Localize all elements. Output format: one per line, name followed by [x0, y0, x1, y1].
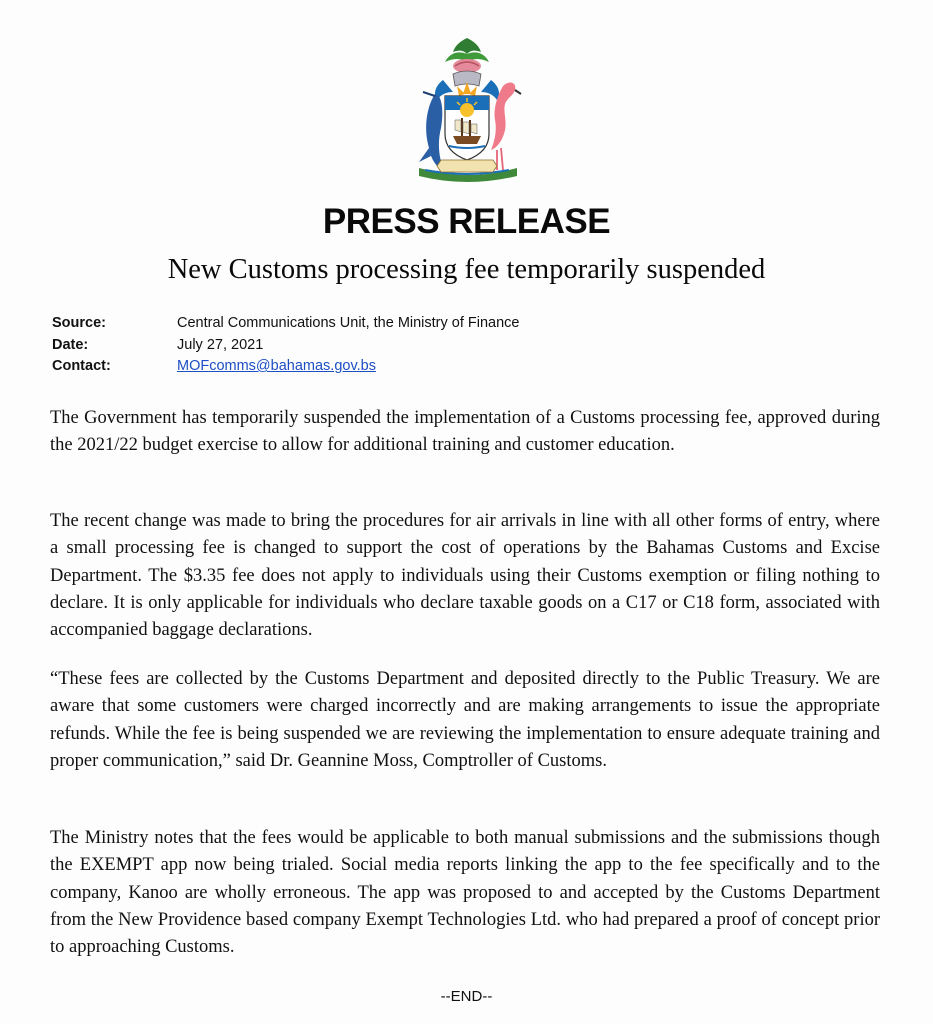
- source-label: Source:: [52, 315, 106, 331]
- date-label: Date:: [52, 336, 89, 353]
- meta-row-contact: [52, 356, 612, 378]
- source-value: Central Communications Unit, the Ministry of Finance: [177, 315, 520, 331]
- page-subtitle: New Customs processing fee temporarily suspended: [167, 254, 766, 285]
- date-value: July 27, 2021: [177, 336, 264, 353]
- body-paragraph: The recent change was made to bring the procedures for air arrivals in line with all other forms of entry, where a small processing fee is changed to support the cost of operations by the Bahamas Customs and Excise Department. The $3.35 fee does not apply to individuals using their Customs exemption or filing nothing to declare. It is only applicable for individuals who declare taxable goods on a C17 or C18 form, associated with accompanied baggage declarations.: [50, 511, 880, 641]
- page-title: PRESS RELEASE: [322, 202, 611, 241]
- body-paragraph: The Government has temporarily suspended the implementation of a Customs processing fee, approved during the 2021/22 budget exercise to allow for additional training and customer education.: [50, 408, 880, 456]
- bahamas-coat-of-arms-icon: [405, 36, 529, 184]
- body-paragraph: The Ministry notes that the fees would be applicable to both manual submissions and the submissions though the EXEMPT app now being trialed. Social media reports linking the app to the fee specifically and to the company, Kanoo are wholly erroneous. The app was proposed to and accepted by the Customs Department from the New Providence based company Exempt Technologies Ltd. who had prepared a proof of concept prior to approaching Customs.: [50, 828, 880, 958]
- contact-email-link[interactable]: MOFcomms@bahamas.gov.bs: [177, 358, 376, 374]
- contact-label: Contact:: [52, 358, 111, 374]
- meta-row-source: [52, 313, 612, 335]
- end-marker: --END--: [440, 988, 493, 1005]
- release-metadata: [52, 313, 612, 378]
- quote-paragraph: “These fees are collected by the Customs Department and deposited directly to the Public Treasury. We are aware that some customers were charged incorrectly and are making arrangements to issue the appropriate refunds. While the fee is being suspended we are reviewing the implementation to ensure adequate training and proper communication,” said Dr. Geannine Moss, Comptroller of Customs.: [50, 669, 880, 771]
- meta-row-date: [52, 335, 612, 357]
